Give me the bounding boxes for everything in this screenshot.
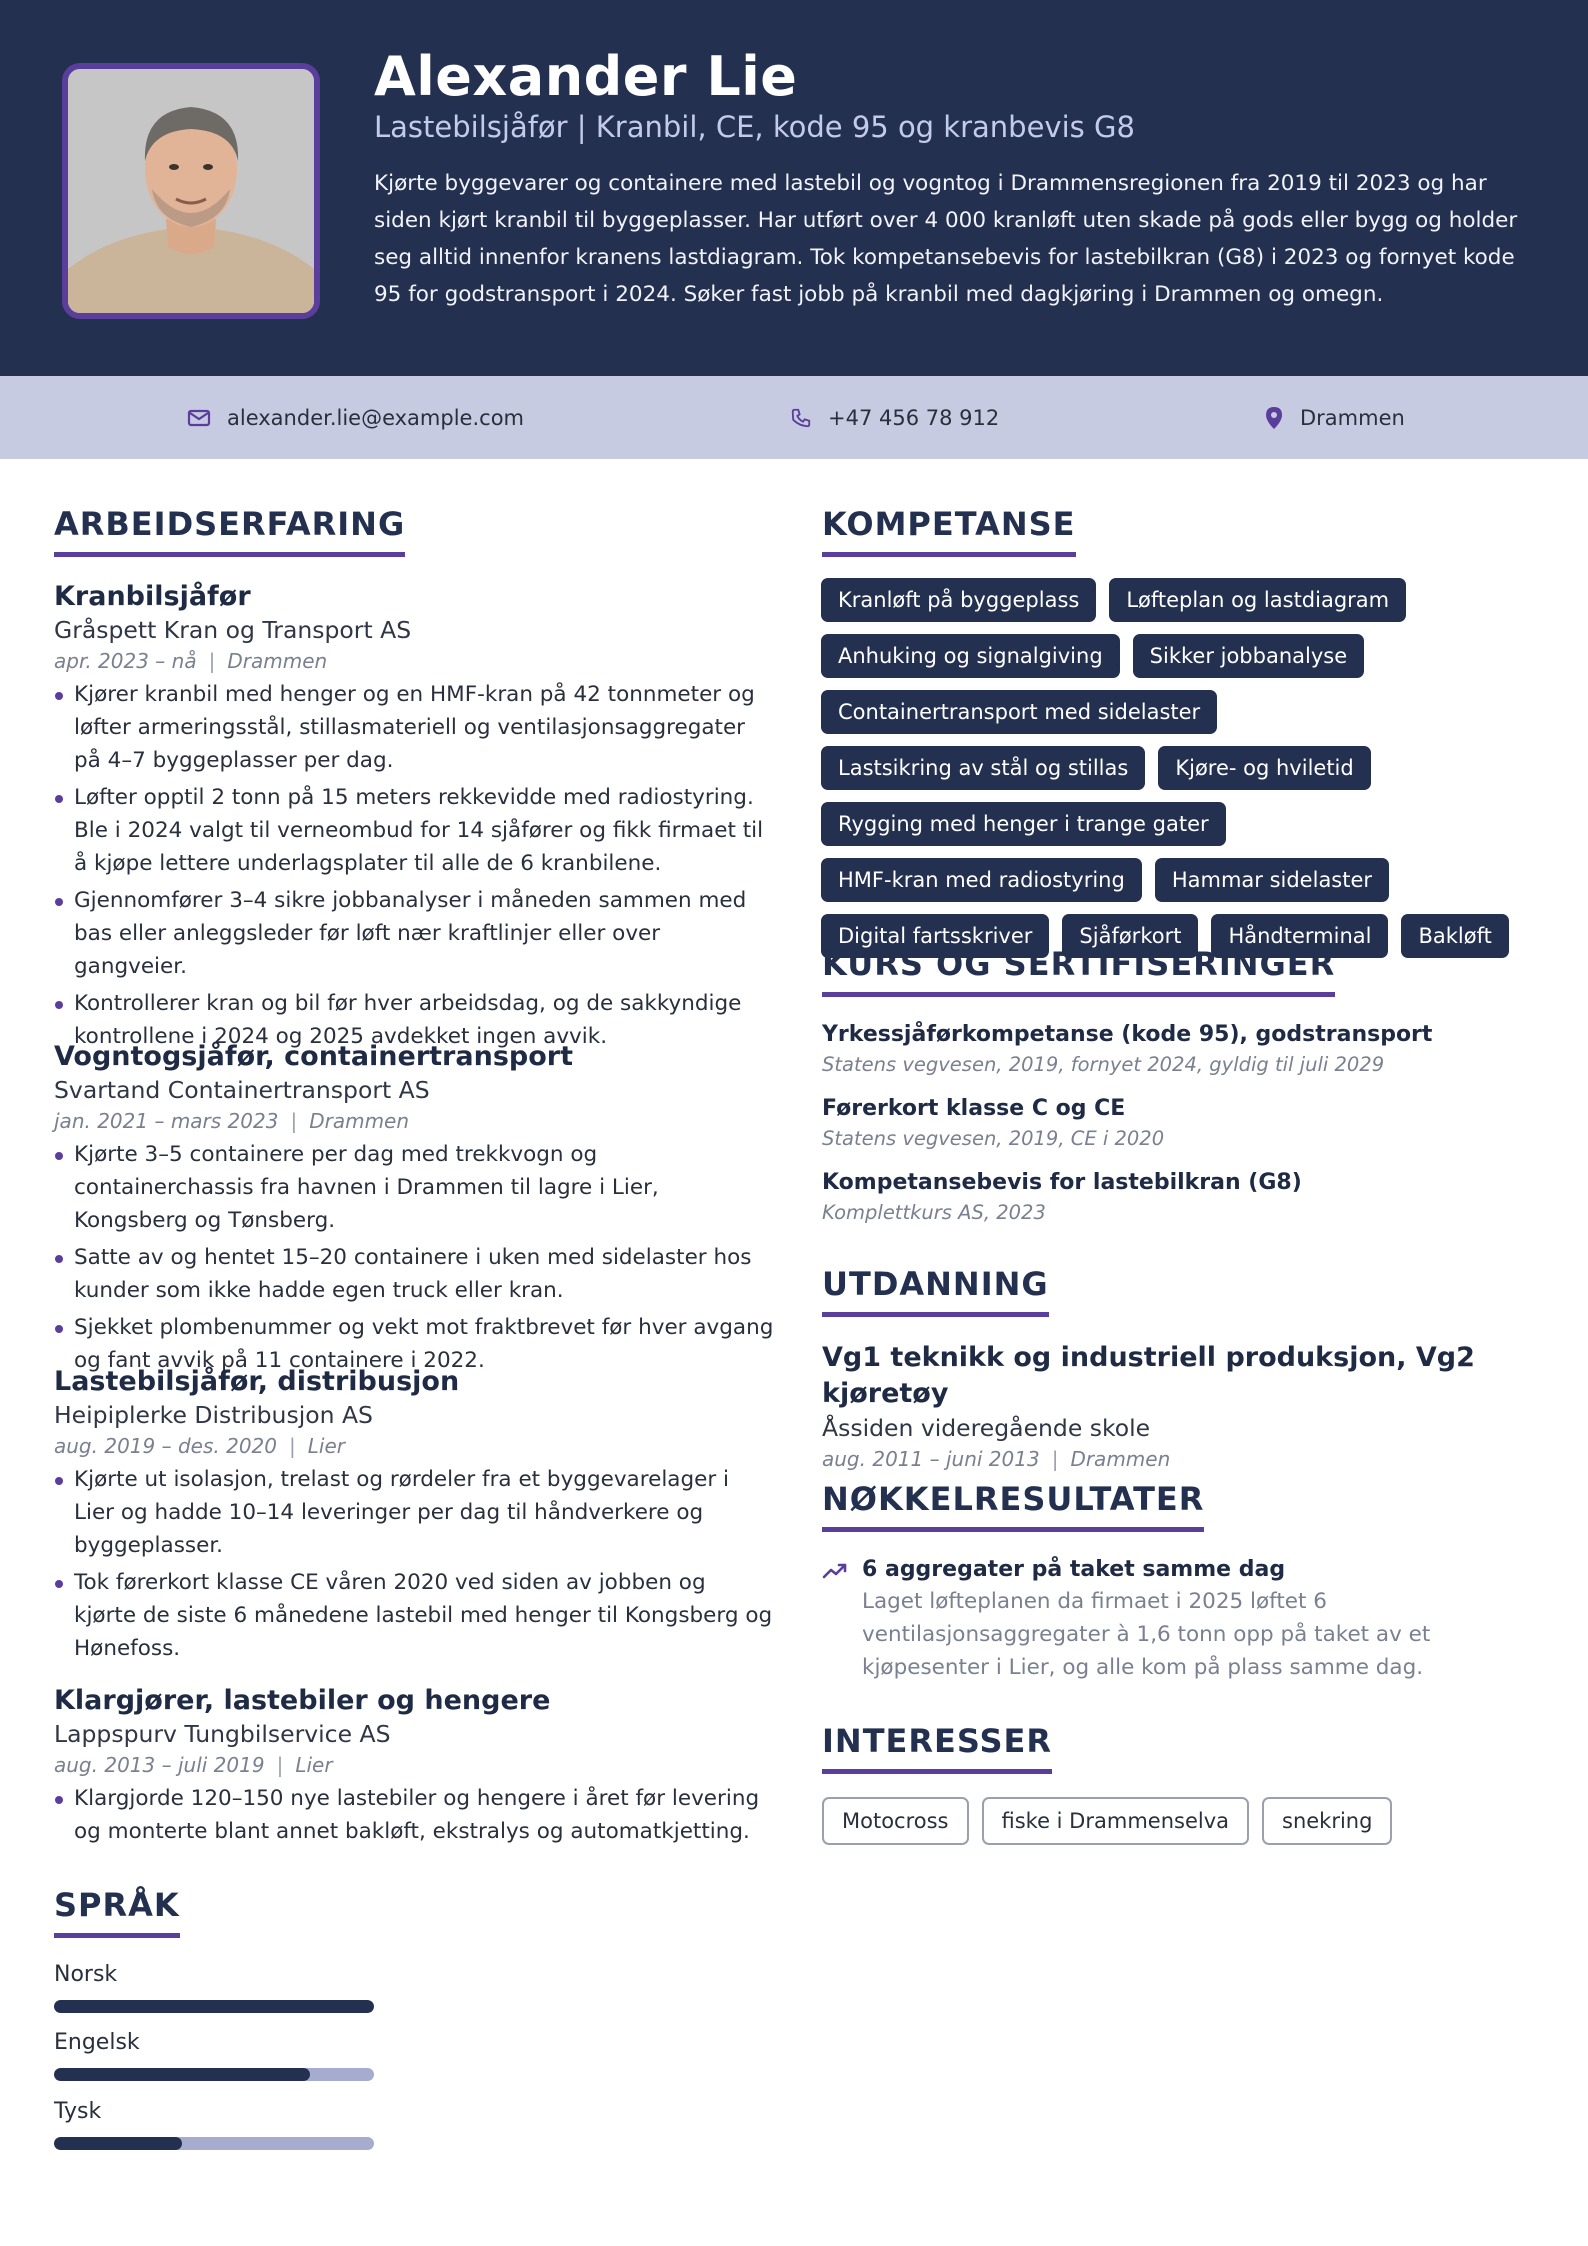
certification-title: Førerkort klasse C og CE [822,1096,1126,1121]
certification-item [822,1168,1522,1228]
section-title-experience: ARBEIDSERFARING [54,504,405,557]
job-bullet: Tok førerkort klasse CE våren 2020 ved siden av jobben og kjørte de siste 6 månedene lastebil med henger til Kongsberg og Hønefoss. [54,1566,774,1665]
job-entry [54,1684,774,1852]
job-period: apr. 2023 – nå [54,649,197,673]
job-bullet: Gjennomfører 3–4 sikre jobbanalyser i måneden sammen med bas eller anleggsleder før løft nær kraftlinjer eller over gangveier. [54,884,774,983]
language-name: Tysk [54,2099,102,2124]
key-result-title: 6 aggregater på taket samme dag [862,1557,1286,1582]
language-level-fill [54,2137,182,2150]
skill-chip: Digital fartsskriver [821,914,1049,958]
language-name: Norsk [54,1962,118,1987]
job-company: Svartand Containertransport AS [54,1076,430,1104]
job-location: Lier [307,1434,345,1458]
candidate-name: Alexander Lie [374,45,798,108]
map-pin-icon [1264,406,1284,430]
job-bullet: Satte av og hentet 15–20 containere i uken med sidelaster hos kunder som ikke hadde egen truck eller kran. [54,1241,774,1307]
profile-summary: Kjørte byggevarer og containere med lastebil og vogntog i Drammensregionen fra 2019 til 2023 og har siden kjørt kranbil til byggeplasser. Har utført over 4 000 kranløft uten skade på gods eller bygg og holder seg alltid innenfor kranens lastdiagram. Tok kompetansebevis for lastebilkran (G8) i 2023 og fornyet kode 95 for godstransport i 2024. Søker fast jobb på kranbil med dagkjøring i Drammen og omegn. [374,171,1518,307]
language-item [54,2097,374,2150]
job-bullet: Kjørte ut isolasjon, trelast og rørdeler fra et byggevarelager i Lier og hadde 10–14 leveringer per dag til håndverkere og byggeplasser. [54,1463,774,1562]
job-period: aug. 2019 – des. 2020 [54,1434,277,1458]
section-title-key-results: NØKKELRESULTATER [822,1479,1204,1532]
language-level-bar [54,2000,374,2013]
language-level-fill [54,2068,310,2081]
job-bullets [54,1138,774,1377]
interest-tag: Motocross [822,1797,969,1845]
section-title-certifications: KURS OG SERTIFISERINGER [822,944,1335,997]
job-title: Lastebilsjåfør, distribusjon [54,1366,460,1397]
job-bullet: Kjører kranbil med henger og en HMF-kran på 42 tonnmeter og løfter armeringsstål, stillasmateriell og ventilasjonsaggregater på 4–7 byggeplasser per dag. [54,678,774,777]
job-entry [54,580,774,1057]
job-bullets [54,1782,774,1848]
job-meta: apr. 2023 – nå | Drammen [54,649,328,673]
certification-detail: Komplettkurs AS, 2023 [822,1201,1046,1224]
job-meta: aug. 2013 – juli 2019 | Lier [54,1753,333,1777]
phone-icon [790,407,812,429]
job-location: Drammen [227,649,328,673]
job-title: Klargjører, lastebiler og hengere [54,1685,551,1716]
education-period: aug. 2011 – juni 2013 [822,1447,1040,1471]
profile-photo [62,63,320,319]
job-title: Vogntogsjåfør, containertransport [54,1041,573,1072]
headline: Lastebilsjåfør | Kranbil, CE, kode 95 og kranbevis G8 [374,110,1135,144]
interests-list [822,1797,1392,1845]
certification-title: Yrkessjåførkompetanse (kode 95), godstransport [822,1022,1433,1047]
email-text: alexander.lie@example.com [227,405,524,430]
education-school: Åssiden videregående skole [822,1414,1151,1442]
certification-detail: Statens vegvesen, 2019, CE i 2020 [822,1127,1165,1150]
skill-chip: Løfteplan og lastdiagram [1109,578,1406,622]
header [0,0,1588,376]
certification-item [822,1020,1522,1080]
language-item [54,2028,374,2081]
education-meta: aug. 2011 – juni 2013 | Drammen [822,1447,1171,1471]
section-title-interests: INTERESSER [822,1721,1052,1774]
key-result-detail: Laget løfteplanen da firmaet i 2025 løftet 6 ventilasjonsaggregater à 1,6 tonn opp på taket av et kjøpesenter i Lier, og alle kom på plass samme dag. [862,1589,1431,1680]
job-bullets [54,1463,774,1665]
skill-chip: Rygging med henger i trange gater [821,802,1226,846]
job-location: Lier [295,1753,333,1777]
envelope-icon [187,408,211,428]
job-bullet: Løfter opptil 2 tonn på 15 meters rekkevidde med radiostyring. Ble i 2024 valgt til verneombud for 14 sjåfører og fikk firmaet til å kjøpe lettere underlagsplater til alle de 6 kranbilene. [54,781,774,880]
phone-text: +47 456 78 912 [828,405,1000,430]
skill-chip: Anhuking og signalgiving [821,634,1120,678]
section-title-languages: SPRÅK [54,1885,180,1938]
job-bullet: Sjekket plombenummer og vekt mot fraktbrevet før hver avgang og fant avvik på 11 containere i 2022. [54,1311,774,1377]
contact-bar [0,376,1588,459]
section-title-skills: KOMPETANSE [822,504,1076,557]
language-level-bar [54,2137,374,2150]
section-title-education: UTDANNING [822,1264,1049,1317]
location-text: Drammen [1300,405,1405,430]
job-meta: aug. 2019 – des. 2020 | Lier [54,1434,345,1458]
job-bullet: Kontrollerer kran og bil før hver arbeidsdag, og de sakkyndige kontrollene i 2024 og 2025 avdekket ingen avvik. [54,987,774,1053]
skill-chip: Sjåførkort [1062,914,1198,958]
job-entry [54,1365,774,1669]
skills-list [821,578,1521,958]
education-location: Drammen [1070,1447,1171,1471]
job-company: Lappspurv Tungbilservice AS [54,1720,391,1748]
skill-chip: Hammar sidelaster [1155,858,1389,902]
skill-chip: Kjøre- og hviletid [1158,746,1370,790]
education-item [822,1340,1542,1474]
job-period: jan. 2021 – mars 2023 [54,1109,279,1133]
job-company: Gråspett Kran og Transport AS [54,616,412,644]
job-period: aug. 2013 – juli 2019 [54,1753,265,1777]
contact-phone[interactable] [790,376,999,459]
skill-chip: HMF-kran med radiostyring [821,858,1142,902]
language-level-fill [54,2000,374,2013]
skill-chip: Containertransport med sidelaster [821,690,1217,734]
certification-item [822,1094,1522,1154]
contact-email[interactable] [187,376,524,459]
job-company: Heipiplerke Distribusjon AS [54,1401,373,1429]
skill-chip: Bakløft [1401,914,1508,958]
contact-location [1264,376,1405,459]
job-entry [54,1040,774,1381]
interest-tag: fiske i Drammenselva [982,1797,1250,1845]
interest-tag: snekring [1262,1797,1392,1845]
language-item [54,1960,374,2013]
certification-detail: Statens vegvesen, 2019, fornyet 2024, gyldig til juli 2029 [822,1053,1385,1076]
skill-chip: Håndterminal [1211,914,1388,958]
key-result-item [822,1555,1522,1684]
job-location: Drammen [309,1109,410,1133]
job-meta: jan. 2021 – mars 2023 | Drammen [54,1109,410,1133]
skill-chip: Kranløft på byggeplass [821,578,1096,622]
trending-up-icon [822,1561,848,1581]
certification-title: Kompetansebevis for lastebilkran (G8) [822,1170,1302,1195]
job-bullet: Klargjorde 120–150 nye lastebiler og hengere i året før levering og monterte blant annet bakløft, ekstralys og automatkjetting. [54,1782,774,1848]
education-degree: Vg1 teknikk og industriell produksjon, Vg2 kjøretøy [822,1342,1475,1409]
job-bullet: Kjørte 3–5 containere per dag med trekkvogn og containerchassis fra havnen i Drammen til lagre i Lier, Kongsberg og Tønsberg. [54,1138,774,1237]
language-level-bar [54,2068,374,2081]
skill-chip: Lastsikring av stål og stillas [821,746,1145,790]
job-bullets [54,678,774,1053]
language-name: Engelsk [54,2030,140,2055]
job-title: Kranbilsjåfør [54,581,251,612]
skill-chip: Sikker jobbanalyse [1133,634,1364,678]
